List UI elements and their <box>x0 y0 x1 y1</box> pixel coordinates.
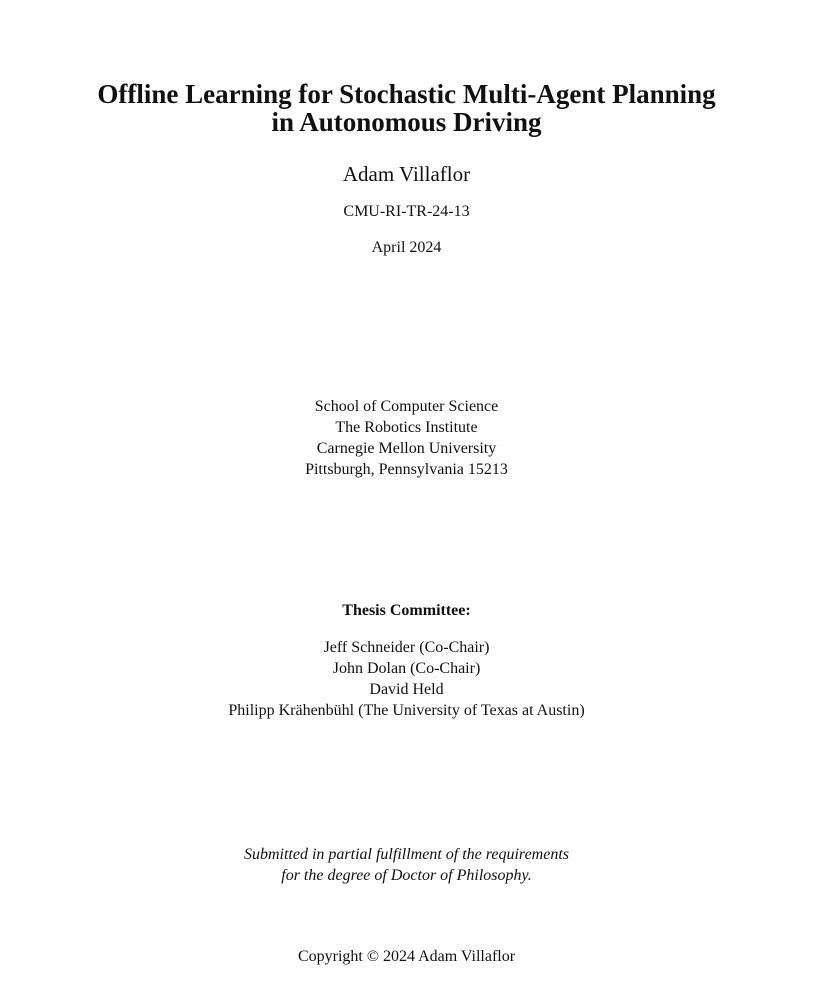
thesis-title-line-2: in Autonomous Driving <box>271 107 542 137</box>
affiliation <box>0 396 813 480</box>
thesis-title <box>0 80 813 136</box>
committee-member: Philipp Krähenbühl (The University of Texas at Austin) <box>228 702 585 719</box>
author-name: Adam Villaflor <box>342 162 471 186</box>
submission-line-2: for the degree of Doctor of Philosophy. <box>281 867 532 884</box>
committee-member: Jeff Schneider (Co-Chair) <box>323 639 490 656</box>
affiliation-line-1: School of Computer Science <box>314 398 499 415</box>
report-number: CMU-RI-TR-24-13 <box>343 203 470 220</box>
committee-heading: Thesis Committee: <box>342 602 471 619</box>
copyright-notice: Copyright © 2024 Adam Villaflor <box>297 948 516 965</box>
affiliation-line-4: Pittsburgh, Pennsylvania 15213 <box>305 461 508 478</box>
committee-member: David Held <box>369 681 444 698</box>
committee-member: John Dolan (Co-Chair) <box>332 660 481 677</box>
thesis-title-line-1: Offline Learning for Stochastic Multi-Agent Planning <box>97 79 716 109</box>
affiliation-line-2: The Robotics Institute <box>335 419 478 436</box>
committee-list <box>0 637 813 721</box>
submission-statement <box>0 844 813 886</box>
affiliation-line-3: Carnegie Mellon University <box>316 440 497 457</box>
submission-line-1: Submitted in partial fulfillment of the requirements <box>243 846 569 863</box>
publication-date: April 2024 <box>371 239 442 256</box>
